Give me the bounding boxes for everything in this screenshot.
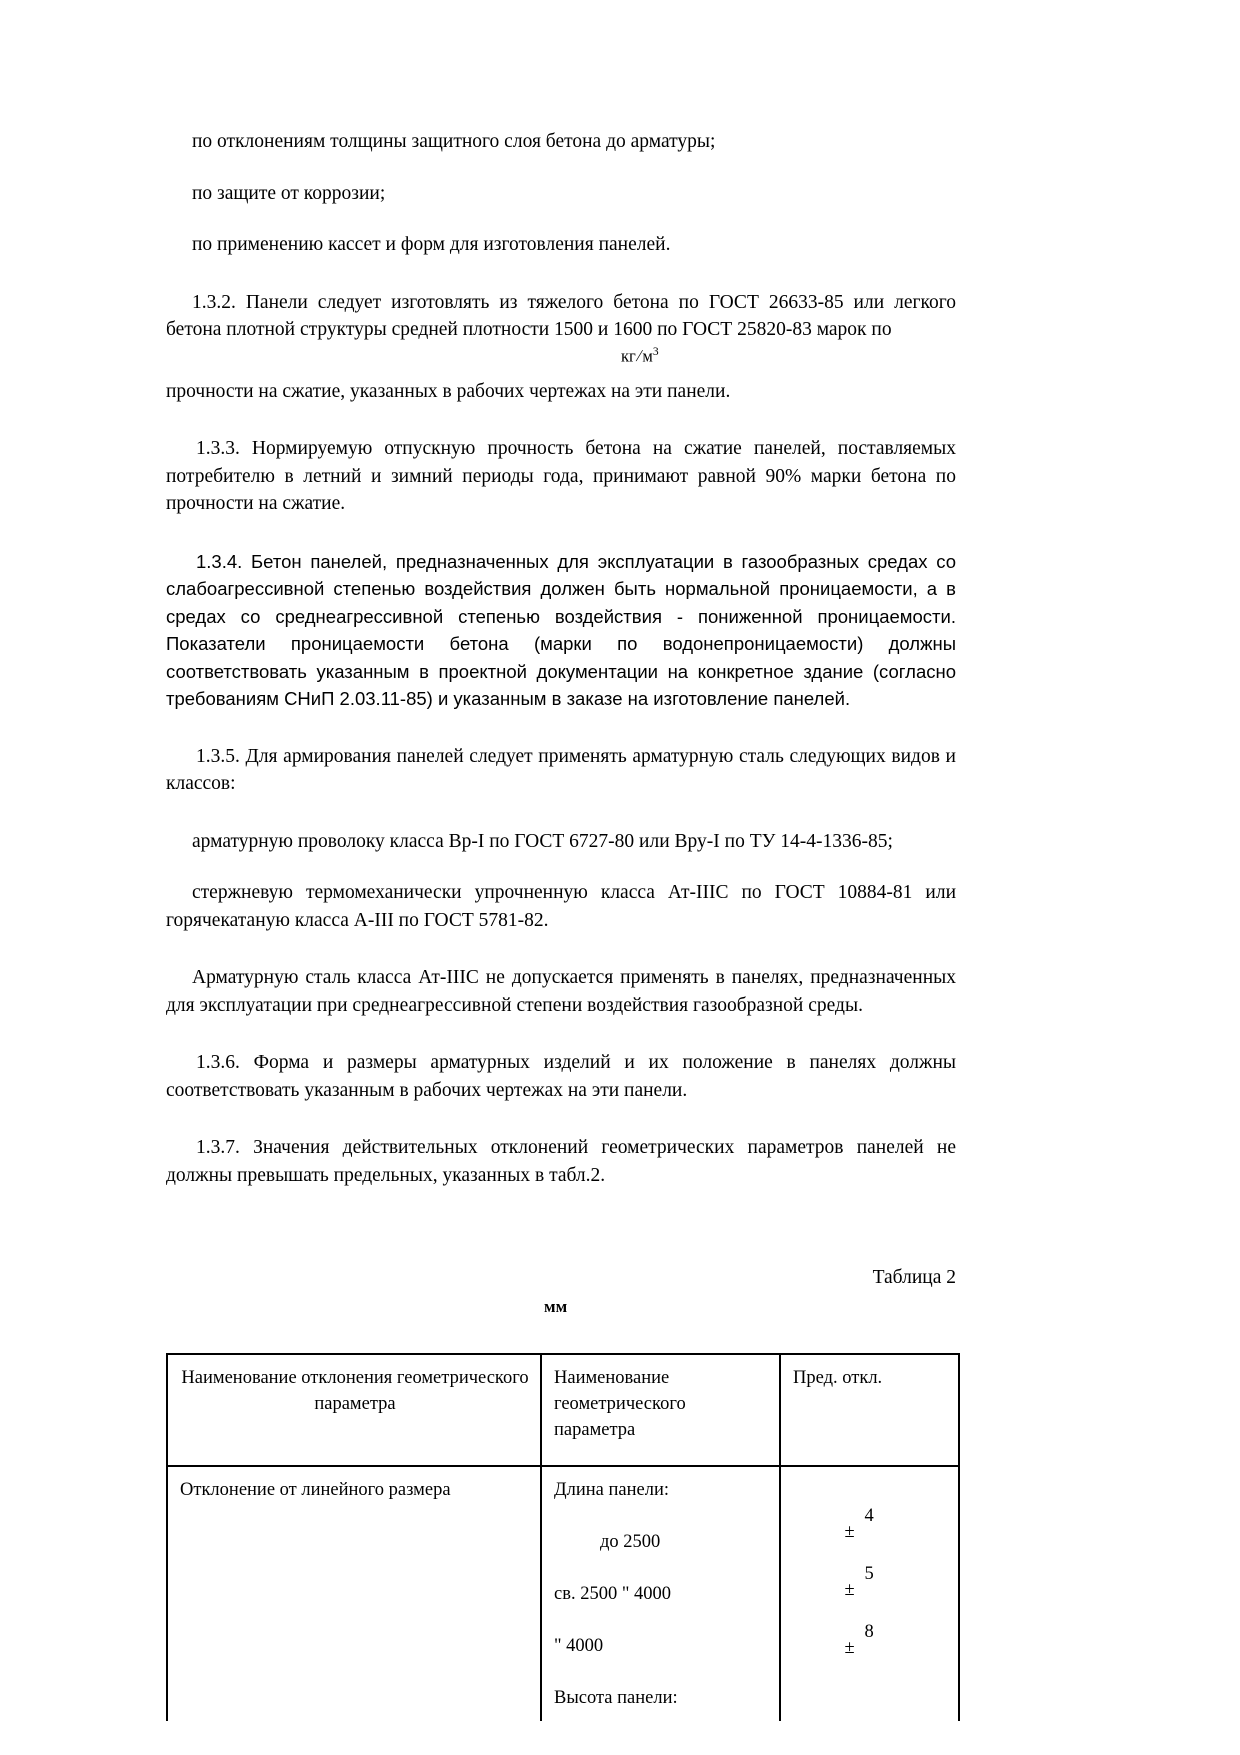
paragraph-text: 1.3.2. Панели следует изготовлять из тяжелого бетона по ГОСТ 26633-85 или легкого бетона плотной структуры средней плотности 1500 и 1600 по ГОСТ 25820-83 марок по	[166, 291, 956, 340]
formula-kg-per-m3	[166, 344, 956, 378]
paragraph-text: прочности на сжатие, указанных в рабочих чертежах на эти панели.	[166, 380, 731, 402]
paragraph-text: по отклонениям толщины защитного слоя бетона до арматуры;	[192, 131, 716, 152]
paragraph-text: арматурную проволоку класса Вр-I по ГОСТ 6727-80 или Вру-I по ТУ 14-4-1336-85;	[192, 830, 893, 852]
clause-1-3-4	[166, 548, 956, 713]
table-header-cell-limit-deviation: Пред. откл.	[780, 1354, 959, 1466]
spacer	[166, 934, 956, 964]
limit-number: 4	[864, 1506, 874, 1526]
entry-label-2: " 4000	[554, 1636, 604, 1656]
spacer	[554, 1607, 769, 1633]
paragraph-text: 1.3.6. Форма и размеры арматурных изделий и их положение в панелях должны соответствовать указанным в рабочих чертежах на эти панели.	[166, 1052, 956, 1101]
table-cell-limit-values	[780, 1466, 959, 1721]
table-cell-parameter-values	[541, 1466, 780, 1721]
paragraph-bullet-2	[166, 180, 956, 208]
clause-1-3-2-part-2	[166, 378, 956, 406]
table-row	[167, 1466, 959, 1721]
clause-1-3-5	[166, 743, 956, 798]
table-caption-row	[166, 1267, 956, 1316]
spacer	[166, 156, 956, 180]
paragraph-text: 1.3.5. Для армирования панелей следует применять арматурную сталь следующих видов и классов:	[166, 745, 956, 794]
entry-label-0: до 2500	[600, 1532, 661, 1552]
spacer	[166, 259, 956, 289]
paragraph-text: по применению кассет и форм для изготовления панелей.	[192, 234, 671, 255]
table-header-cell-parameter-name: Наименование отклонения геометрического параметра	[167, 1354, 541, 1466]
plus-minus-sign: ±	[844, 1638, 855, 1658]
limit-value-0	[793, 1503, 948, 1561]
steel-restriction-note	[166, 964, 956, 1019]
paragraph-text: Арматурную сталь класса Ат-IIIС не допускается применять в панелях, предназначенных для эксплуатации при среднеагрессивной степени воздействия газообразной среды.	[166, 967, 956, 1016]
paragraph-text: по защите от коррозии;	[192, 182, 386, 204]
spacer	[166, 405, 956, 435]
spacer	[166, 518, 956, 548]
entry-label-1: св. 2500 " 4000	[554, 1584, 671, 1604]
spacer	[166, 798, 956, 828]
clause-1-3-3	[166, 435, 956, 518]
table-number-label: Таблица 2	[872, 1267, 956, 1288]
table-header-row	[167, 1354, 959, 1466]
formula-slash: /	[634, 346, 644, 365]
limit-value-1	[793, 1561, 948, 1619]
spacer	[554, 1503, 769, 1529]
table-cell-parameter: Отклонение от линейного размера	[167, 1466, 541, 1721]
paragraph-text: 1.3.4. Бетон панелей, предназначенных для эксплуатации в газообразных средах со слабоагрессивной степенью воздействия должен быть нормальной проницаемости, а в средах со среднеагрессивной степенью воздействия - пониженной проницаемости. Показатели проницаемости бетона (марки по водонепроницаемости) должны соответствовать указанным в проектной документации на конкретное здание (согласно требованиям СНиП 2.03.11-85) и указанным в заказе на изготовление панелей.	[166, 550, 956, 709]
steel-item-1	[166, 828, 956, 856]
spacer	[554, 1659, 769, 1685]
limit-number: 5	[864, 1564, 874, 1584]
steel-item-2	[166, 879, 956, 934]
spacer	[793, 1477, 948, 1503]
plus-minus-sign: ±	[844, 1580, 855, 1600]
clause-1-3-7	[166, 1134, 956, 1189]
spacer	[166, 207, 956, 231]
limit-value-2	[793, 1619, 948, 1677]
paragraph-text: 1.3.7. Значения действительных отклонений геометрических параметров панелей не должны превышать предельных, указанных в табл.2.	[166, 1137, 956, 1186]
document-body	[166, 128, 956, 1721]
limit-number: 8	[864, 1622, 874, 1642]
group-label-height: Высота панели:	[554, 1688, 678, 1708]
deviation-table	[166, 1353, 960, 1721]
clause-1-3-2-part-1	[166, 289, 956, 344]
paragraph-text: стержневую термомеханически упрочненную класса Ат-IIIС по ГОСТ 10884-81 или горячекатаную класса А-III по ГОСТ 5781-82.	[166, 882, 956, 931]
table-unit-label: мм	[544, 1297, 568, 1316]
paragraph-text: 1.3.3. Нормируемую отпускную прочность бетона на сжатие панелей, поставляемых потребителю в летний и зимний периоды года, принимают равной 90% марки бетона по прочности на сжатие.	[166, 438, 956, 514]
plus-minus-sign: ±	[844, 1522, 855, 1542]
formula-exponent: 3	[652, 345, 659, 358]
spacer	[166, 1104, 956, 1134]
spacer	[166, 855, 956, 879]
formula-numerator: кг	[621, 346, 636, 365]
clause-1-3-6	[166, 1049, 956, 1104]
spacer	[554, 1555, 769, 1581]
group-label-length: Длина панели:	[554, 1480, 669, 1500]
spacer	[166, 713, 956, 743]
formula-denominator: м	[642, 346, 653, 365]
paragraph-bullet-1	[166, 128, 956, 156]
paragraph-bullet-3	[166, 231, 956, 259]
spacer	[166, 1019, 956, 1049]
table-header-cell-geometric-parameter: Наименование геометрического параметра	[541, 1354, 780, 1466]
